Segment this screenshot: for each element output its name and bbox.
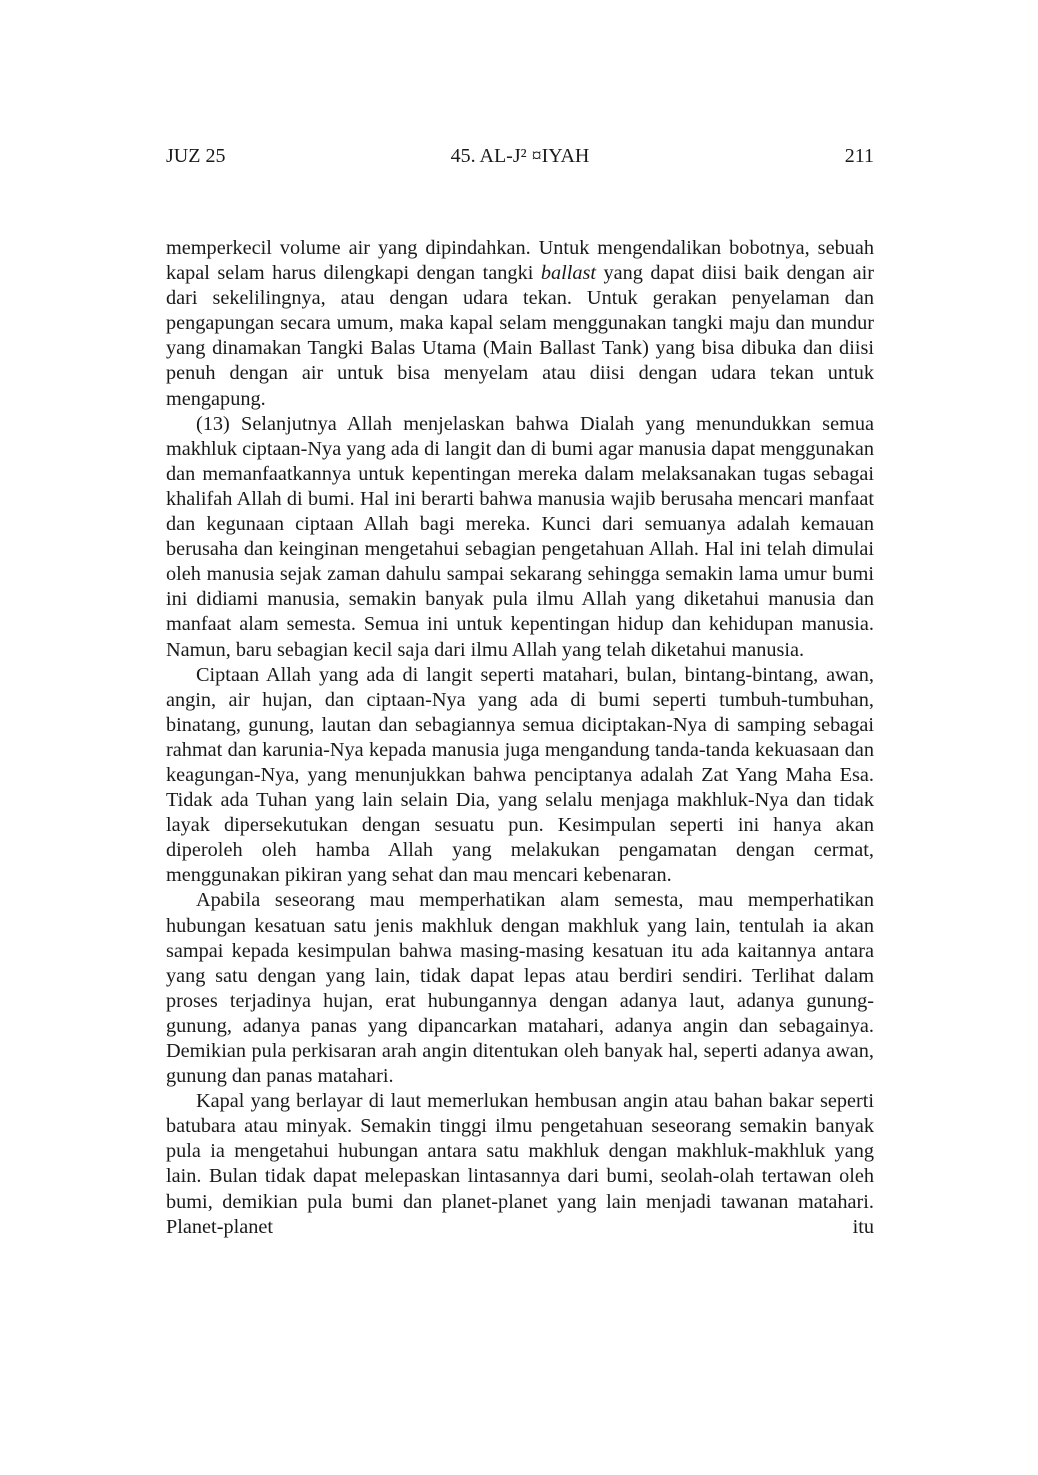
page-header [166,145,874,175]
body-text [166,236,874,1240]
paragraph-1 [166,236,874,412]
paragraph-3: Ciptaan Allah yang ada di langit seperti matahari, bulan, bintang-bintang, awan, angin, air hujan, dan ciptaan-Nya yang ada di bumi seperti tumbuh-tumbuhan, binatang, gunung, lautan dan sebagiannya semua diciptakan-Nya di samping sebagai rahmat dan karunia-Nya kepada manusia juga mengandung tanda-tanda kekuasaan dan keagungan-Nya, yang menunjukkan bahwa penciptanya adalah Zat Yang Maha Esa. Tidak ada Tuhan yang lain selain Dia, yang selalu menjaga makhluk-Nya dan tidak layak dipersekutukan dengan sesuatu pun. Kesimpulan seperti ini hanya akan diperoleh oleh hamba Allah yang melakukan pengamatan dengan cermat, menggunakan pikiran yang sehat dan mau mencari kebenaran. [166,663,874,887]
ballast-term: ballast [540,262,597,285]
paragraph-2: (13) Selanjutnya Allah menjelaskan bahwa Dialah yang menundukkan semua makhluk ciptaan-Nya yang ada di langit dan di bumi agar manusia dapat menggunakan dan memanfaatkannya untuk kepentingan mereka dalam melaksanakan tugas sebagai khalifah Allah di bumi. Hal ini berarti bahwa manusia wajib berusaha mencari manfaat dan kegunaan ciptaan Allah bagi mereka. Kunci dari semuanya adalah kemauan berusaha dan keinginan mengetahui sebagian pengetahuan Allah. Hal ini telah dimulai oleh manusia sejak zaman dahulu sampai sekarang sehingga semakin lama umur bumi ini didiami manusia, semakin banyak pula ilmu Allah yang diketahui manusia dan manfaat alam semesta. Semua ini untuk kepentingan hidup dan kehidupan manusia. Namun, baru sebagian kecil saja dari ilmu Allah yang telah diketahui manusia. [166,412,874,661]
paragraph-1-part-a: memperkecil volume air yang dipindahkan. Untuk mengendalikan bobotnya, sebuah kapal selam harus dilengkapi dengan tangki [166,237,874,285]
paragraph-1-part-b: yang dapat diisi baik dengan air dari sekelilingnya, atau dengan udara tekan. Untuk gerakan penyelaman dan pengapungan secara umum, maka kapal selam menggunakan tangki maju dan mundur yang dinamakan Tangki Balas Utama (Main Ballast Tank) yang bisa dibuka dan diisi penuh dengan air untuk bisa menyelam atau diisi dengan udara tekan untuk mengapung. [166,262,875,410]
paragraph-4: Apabila seseorang mau memperhatikan alam semesta, mau memperhatikan hubungan kesatuan satu jenis makhluk dengan makhluk yang lain, tentulah ia akan sampai kepada kesimpulan bahwa masing-masing kesatuan itu ada kaitannya antara yang satu dengan yang lain, tidak dapat lepas atau berdiri sendiri. Terlihat dalam proses terjadinya hujan, erat hubungannya dengan adanya laut, adanya gunung-gunung, adanya panas yang dipancarkan matahari, adanya angin dan sebagainya. Demikian pula perkisaran arah angin ditentukan oleh banyak hal, seperti adanya awan, gunung dan panas matahari. [166,889,874,1088]
paragraph-5: Kapal yang berlayar di laut memerlukan hembusan angin atau bahan bakar seperti batubara atau minyak. Semakin tinggi ilmu pengetahuan seseorang semakin banyak pula ia mengetahui hubungan antara satu makhluk dengan makhluk-makhluk yang lain. Bulan tidak dapat melepaskan lintasannya dari bumi, seolah-olah tertawan oleh bumi, demikian pula bumi dan planet-planet yang lain menjadi tawanan matahari. Planet-planet itu [166,1090,874,1238]
surah-title: 45. AL-J² ¤IYAH [450,145,590,167]
juz-label: JUZ 25 [166,145,226,167]
page-number: 211 [844,145,874,167]
